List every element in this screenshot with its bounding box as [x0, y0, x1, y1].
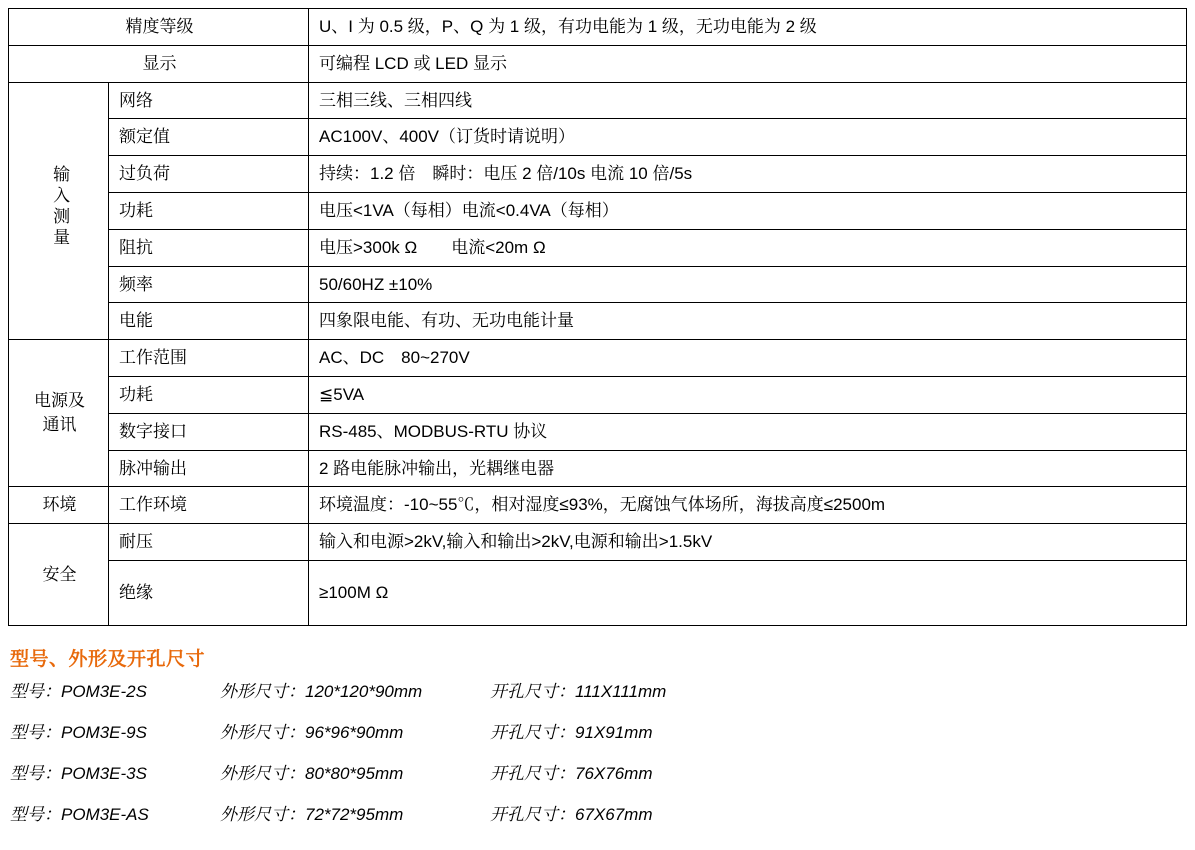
table-row — [9, 450, 1187, 487]
section-title: 型号、外形及开孔尺寸 — [10, 648, 206, 670]
cell-value: ≦5VA — [309, 376, 1187, 413]
model-cutout: 开孔尺寸：111X111mm — [490, 681, 667, 701]
cell-value: 50/60HZ ±10% — [309, 266, 1187, 303]
table-row — [9, 9, 1187, 46]
table-row — [9, 119, 1187, 156]
model-cutout: 开孔尺寸：91X91mm — [490, 722, 653, 742]
cell-category: 环境 — [9, 487, 109, 524]
model-cutout: 开孔尺寸：76X76mm — [490, 763, 653, 783]
cell-subcategory: 绝缘 — [109, 560, 309, 625]
cell-value: 输入和电源>2kV,输入和输出>2kV,电源和输出>1.5kV — [309, 524, 1187, 561]
table-row — [9, 413, 1187, 450]
cell-subcategory: 工作范围 — [109, 340, 309, 377]
table-row — [9, 82, 1187, 119]
table-row — [9, 229, 1187, 266]
model-list — [8, 677, 1185, 825]
cell-category-input-label: 输入测量 — [50, 165, 70, 250]
model-name: 型号：POM3E-2S — [10, 681, 147, 701]
list-item — [10, 677, 1185, 702]
cell-value: 四象限电能、有功、无功电能计量 — [309, 303, 1187, 340]
cell-value: 环境温度：-10~55℃，相对湿度≤93%，无腐蚀气体场所，海拔高度≤2500m — [309, 487, 1187, 524]
model-dimensions: 外形尺寸：72*72*95mm — [220, 804, 404, 824]
table-row — [9, 560, 1187, 625]
cell-category-input — [9, 82, 109, 340]
list-item — [10, 759, 1185, 784]
cell-subcategory: 耐压 — [109, 524, 309, 561]
cell-subcategory: 电能 — [109, 303, 309, 340]
cell-subcategory: 工作环境 — [109, 487, 309, 524]
cell-category: 显示 — [9, 45, 309, 82]
table-row — [9, 303, 1187, 340]
cell-subcategory: 阻抗 — [109, 229, 309, 266]
cell-subcategory: 功耗 — [109, 376, 309, 413]
list-item — [10, 800, 1185, 825]
cell-value: 可编程 LCD 或 LED 显示 — [309, 45, 1187, 82]
table-row — [9, 487, 1187, 524]
cell-value: AC100V、400V（订货时请说明） — [309, 119, 1187, 156]
model-name: 型号：POM3E-3S — [10, 763, 147, 783]
cell-value: 电压>300k Ω 电流<20m Ω — [309, 229, 1187, 266]
cell-category: 安全 — [9, 524, 109, 626]
table-row — [9, 192, 1187, 229]
table-row — [9, 340, 1187, 377]
table-row — [9, 45, 1187, 82]
model-name: 型号：POM3E-AS — [10, 804, 149, 824]
cell-category-power — [9, 340, 109, 487]
table-row — [9, 376, 1187, 413]
table-row — [9, 524, 1187, 561]
cell-subcategory: 频率 — [109, 266, 309, 303]
specification-table — [8, 8, 1187, 626]
list-item — [10, 718, 1185, 743]
cell-value: 三相三线、三相四线 — [309, 82, 1187, 119]
table-row — [9, 266, 1187, 303]
cell-subcategory: 额定值 — [109, 119, 309, 156]
cell-value: U、I 为 0.5 级，P、Q 为 1 级，有功电能为 1 级，无功电能为 2 级 — [309, 9, 1187, 46]
model-name: 型号：POM3E-9S — [10, 722, 147, 742]
cell-value: 持续：1.2 倍 瞬时：电压 2 倍/10s 电流 10 倍/5s — [309, 156, 1187, 193]
cell-value: 电压<1VA（每相）电流<0.4VA（每相） — [309, 192, 1187, 229]
cell-value: AC、DC 80~270V — [309, 340, 1187, 377]
model-dimensions: 外形尺寸：80*80*95mm — [220, 763, 404, 783]
model-dimensions: 外形尺寸：96*96*90mm — [220, 722, 404, 742]
model-dimensions: 外形尺寸：120*120*90mm — [220, 681, 423, 701]
cell-subcategory: 过负荷 — [109, 156, 309, 193]
cell-subcategory: 数字接口 — [109, 413, 309, 450]
cell-subcategory: 功耗 — [109, 192, 309, 229]
table-row — [9, 156, 1187, 193]
cell-subcategory: 网络 — [109, 82, 309, 119]
cell-value: RS-485、MODBUS-RTU 协议 — [309, 413, 1187, 450]
cell-category-power-line1: 电源及 — [34, 391, 85, 411]
cell-subcategory: 脉冲输出 — [109, 450, 309, 487]
cell-value: ≥100M Ω — [309, 560, 1187, 625]
cell-value: 2 路电能脉冲输出，光耦继电器 — [309, 450, 1187, 487]
cell-category: 精度等级 — [9, 9, 309, 46]
cell-category-power-line2: 通讯 — [42, 415, 77, 435]
model-cutout: 开孔尺寸：67X67mm — [490, 804, 653, 824]
